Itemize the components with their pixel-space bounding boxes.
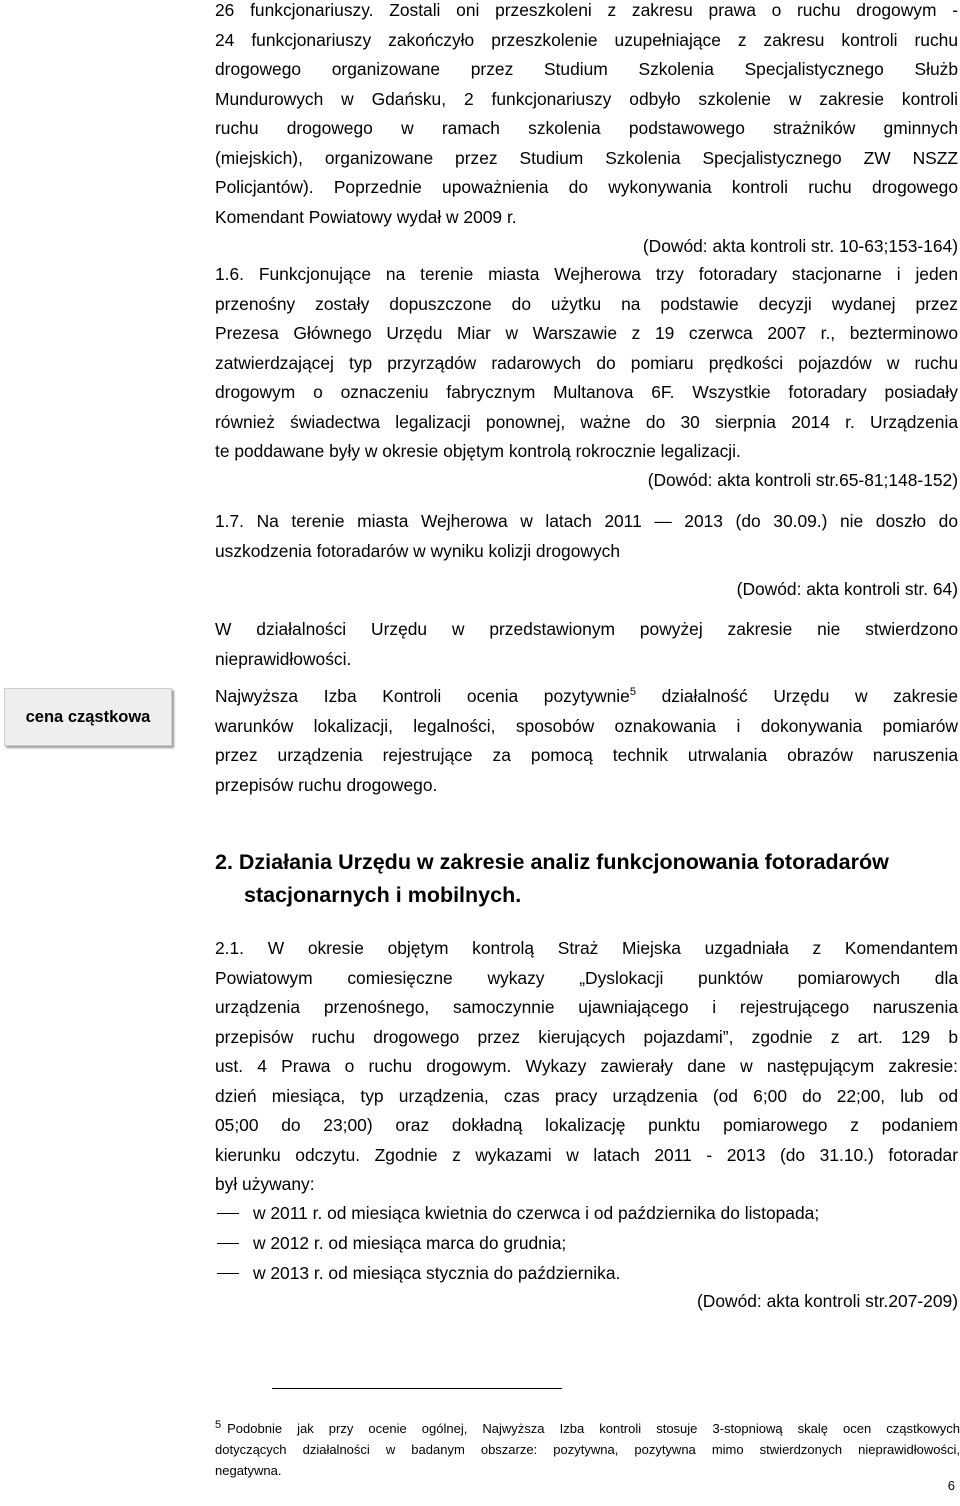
text-line: ust. 4 Prawa o ruchu drogowym. Wykazy zawierały dane w następującym zakresie: [215, 1056, 958, 1076]
text-line: warunków lokalizacji, legalności, sposobów oznakowania i dokonywania pomiarów [215, 715, 958, 736]
text-line: dzień miesiąca, typ urządzenia, czas pracy urządzenia (od 6;00 do 22;00, lub od [215, 1085, 958, 1106]
text-line: przez urządzenia rejestrujące za pomocą technik utrwalania obrazów naruszenia [215, 745, 958, 765]
text-line: W działalności Urzędu w przedstawionym powyżej zakresie nie stwierdzono [215, 619, 958, 639]
list-item: w 2013 r. od miesiąca stycznia do października. [215, 1258, 958, 1288]
page-number: 6 [947, 1478, 955, 1493]
footnote-ref[interactable]: 5 [629, 686, 636, 699]
paragraph-no-irregularities [215, 615, 958, 674]
section-heading-line1: 2. Działania Urzędu w zakresie analiz funkcjonowania fotoradarów [215, 850, 889, 874]
list-item: w 2012 r. od miesiąca marca do grudnia; [215, 1228, 958, 1258]
text-line: przenośny zostały dopuszczone do użytku na podstawie decyzji wydanej przez [215, 293, 958, 314]
text-line: (miejskich), organizowane przez Studium Szkolenia Specjalistycznego ZW NSZZ [215, 147, 958, 168]
text-line: przepisów ruchu drogowego. [215, 774, 438, 795]
text-line: Najwyższa Izba Kontroli ocenia pozytywnie$^5$ działalność Urzędu w zakresie [215, 686, 958, 706]
dash-bullet-icon [217, 1213, 239, 1214]
text-line: 1.7. Na terenie miasta Wejherowa w latach 2011 — 2013 (do 30.09.) nie doszło do [215, 511, 958, 531]
paragraph-collisions [215, 507, 958, 566]
footnote-separator [272, 1388, 562, 1389]
paragraph-dislocation [215, 934, 958, 1200]
dash-bullet-icon [217, 1243, 239, 1244]
footnote [215, 1418, 960, 1481]
evidence-reference: (Dowód: akta kontroli str.65-81;148-152) [647, 470, 958, 490]
section-heading [215, 846, 960, 912]
text-line: zatwierdzającej typ przyrządów radarowych do pomiaru prędkości pojazdów w ruchu [215, 352, 958, 373]
evidence-reference: (Dowód: akta kontroli str. 64) [736, 579, 958, 599]
text-line: Mundurowych w Gdańsku, 2 funkcjonariuszy odbyło szkolenie w zakresie kontroli [215, 88, 958, 109]
evidence-reference: (Dowód: akta kontroli str. 10-63;153-164) [642, 236, 958, 256]
dash-bullet-icon [217, 1273, 239, 1274]
text-line: Powiatowym comiesięczne wykazy „Dyslokacji punktów pomiarowych dla [215, 967, 958, 988]
text-line: drogowym o oznaczeniu fabrycznym Multanova 6F. Wszystkie fotoradary posiadały [215, 382, 958, 402]
text-line: przepisów ruchu drogowego przez kierujących pojazdami”, zgodnie z art. 129 b [215, 1026, 958, 1047]
evidence-reference: (Dowód: akta kontroli str.207-209) [697, 1291, 958, 1311]
footnote-number: 5 [215, 1418, 222, 1431]
text-line: Prezesa Głównego Urzędu Miar w Warszawie z 19 czerwca 2007 r., bezterminowo [215, 323, 958, 343]
text-line: nieprawidłowości. [215, 648, 352, 669]
text-line: urządzenia przenośnego, samoczynnie ujawniającego i rejestrującego naruszenia [215, 997, 958, 1017]
footnote-line: dotyczących działalności w badanym obszarze: pozytywna, pozytywna mimo stwierdzonych nieprawidłowości, [215, 1442, 960, 1457]
usage-list [215, 1198, 958, 1316]
text-line: 2.1. W okresie objętym kontrolą Straż Miejska uzgadniała z Komendantem [215, 938, 958, 958]
partial-assessment-label [4, 688, 172, 746]
evidence-reference-block2 [215, 466, 958, 496]
text-line: 05;00 do 23;00) oraz dokładną lokalizację punktu pomiarowego z podaniem [215, 1115, 958, 1135]
text-line: kierunku odczytu. Zgodnie z wykazami w latach 2011 - 2013 (do 31.10.) fotoradar [215, 1144, 958, 1165]
text-line: 26 funkcjonariuszy. Zostali oni przeszkoleni z zakresu prawa o ruchu drogowym - [215, 0, 958, 20]
text-line: był używany: [215, 1174, 315, 1194]
text-line: ruchu drogowego w ramach szkolenia podstawowego strażników gminnych [215, 118, 958, 138]
text-line: również świadectwa legalizacji ponownej, ważne do 30 sierpnia 2014 r. Urządzenia [215, 411, 958, 432]
section-heading-line2: stacjonarnych i mobilnych. [244, 883, 522, 907]
paragraph-training [215, 0, 958, 262]
text-line: Policjantów). Poprzednie upoważnienia do wykonywania kontroli ruchu drogowego [215, 177, 958, 197]
sidebar-label-text: cena cząstkowa [25, 707, 151, 726]
text-line: 1.6. Funkcjonujące na terenie miasta Wejherowa trzy fotoradary stacjonarne i jeden [215, 264, 958, 284]
paragraph-speed-cameras [215, 260, 958, 467]
text-line: te poddawane były w okresie objętym kontrolą rokrocznie legalizacji. [215, 441, 741, 461]
footnote-line: negatywna. [215, 1463, 282, 1478]
list-item: w 2011 r. od miesiąca kwietnia do czerwca i od października do listopada; [215, 1198, 958, 1228]
text-line: drogowego organizowane przez Studium Szkolenia Specjalistycznego Służb [215, 59, 958, 79]
text-line: uszkodzenia fotoradarów w wyniku kolizji drogowych [215, 540, 621, 561]
paragraph-assessment [215, 682, 958, 800]
footnote-line: $^5$ Podobnie jak przy ocenie ogólnej, Najwyższa Izba kontroli stosuje 3-stopniową skalę ocen cząstkowych [215, 1418, 960, 1436]
text-line: 24 funkcjonariuszy zakończyło przeszkolenie uzupełniające z zakresu kontroli ruchu [215, 29, 958, 50]
text-line: Komendant Powiatowy wydał w 2009 r. [215, 206, 517, 227]
evidence-reference-block3 [215, 575, 958, 605]
